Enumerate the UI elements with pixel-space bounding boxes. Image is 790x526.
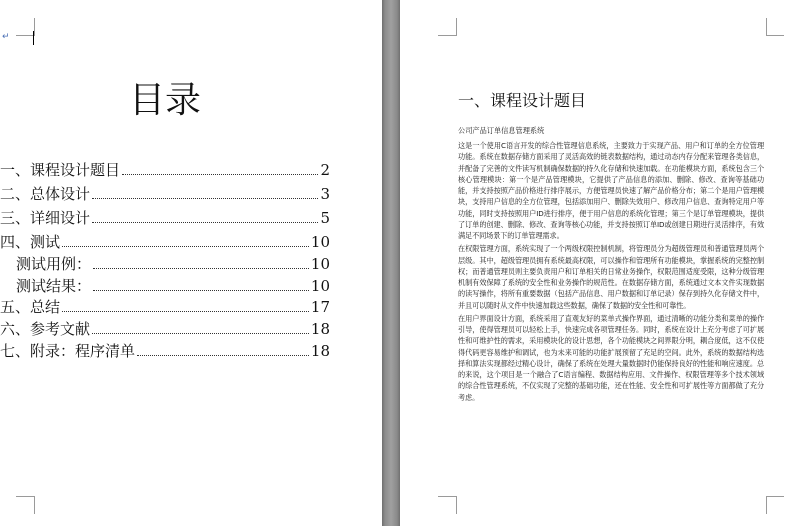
right-page xyxy=(400,0,790,526)
toc-page-number: 5 xyxy=(320,209,330,227)
crop-mark xyxy=(766,18,767,36)
toc-entry[interactable] xyxy=(0,208,330,228)
toc-entry[interactable] xyxy=(0,232,330,252)
toc-entry-label: 一、课程设计题目 xyxy=(0,161,121,179)
toc-entry-label: 二、总体设计 xyxy=(0,185,91,203)
toc-entry[interactable] xyxy=(0,254,330,274)
toc-entry-label: 七、附录：程序清单 xyxy=(0,342,136,360)
toc-page-number: 10 xyxy=(310,255,330,273)
crop-mark xyxy=(766,35,784,36)
toc-page-number: 10 xyxy=(310,277,330,295)
toc-dot-leader xyxy=(92,221,318,223)
toc-entry-label: 测试结果： xyxy=(16,277,92,295)
crop-mark xyxy=(34,18,35,36)
toc-entry[interactable] xyxy=(0,160,330,180)
toc-page-number: 18 xyxy=(310,342,330,360)
toc-dot-leader xyxy=(137,354,309,356)
toc-dot-leader xyxy=(93,289,309,291)
toc-entry[interactable] xyxy=(0,297,330,317)
toc-dot-leader xyxy=(92,197,318,199)
crop-mark xyxy=(766,496,767,514)
toc-page-number: 2 xyxy=(320,161,330,179)
toc-dot-leader xyxy=(93,267,309,269)
crop-mark xyxy=(456,496,457,514)
text-cursor[interactable] xyxy=(33,31,34,45)
body-paragraph: 在用户界面设计方面，系统采用了直观友好的菜单式操作界面，通过清晰的功能分类和菜单的操作引导，使得管理员可以轻松上手，快速完成各项管理任务。同时，系统在设计上充分考虑了可扩展性和可维护性的需求，采用模块化的设计思想，各个功能模块之间界限分明，耦合度低，这不仅使得代码更容易维护和调试，也为未来可能的功能扩展预留了充足的空间。此外，系统的数据结构选择和算法实现都经过精心设计，确保了系统在处理大量数据时仍能保持良好的性能和响应速度。总的来说，这个项目是一个融合了C语言编程、数据结构应用、文件操作、权限管理等多个技术领域的综合性管理系统，不仅实现了完整的基础功能，还在性能、安全性和可扩展性等方面都做了充分考虑。 xyxy=(458,313,764,402)
left-page xyxy=(0,0,382,526)
toc-entry-label: 测试用例： xyxy=(16,255,92,273)
crop-mark xyxy=(766,496,784,497)
toc-entry[interactable] xyxy=(0,276,330,296)
toc-dot-leader xyxy=(62,310,309,312)
crop-mark xyxy=(16,35,34,36)
crop-mark xyxy=(438,35,456,36)
toc-entry[interactable] xyxy=(0,341,330,361)
toc-entry-label: 四、测试 xyxy=(0,233,61,251)
body-paragraph: 在权限管理方面，系统实现了一个两级权限控制机制，将管理员分为超级管理员和普通管理员两个层级。其中，超级管理员拥有系统最高权限，可以操作和管理所有功能模块，掌握系统的完整控制权；而普通管理员则主要负责用户和订单相关的日常业务操作，权限范围适度受限，这种分级管理机制有效保障了系统的安全性和业务操作的规范性。在数据存储方面，系统通过文本文件实现数据的读写操作，将所有重要数据（包括产品信息、用户数据和订单记录）保存到持久化存储文件中，并且可以随时从文件中快速加载这些数据，确保了数据的安全性和可靠性。 xyxy=(458,244,764,310)
toc-entry[interactable] xyxy=(0,184,330,204)
paragraph-anchor-icon: ↵ xyxy=(2,32,10,42)
body-paragraph: 这是一个使用C语言开发的综合性管理信息系统，主要致力于实现产品、用户和订单的全方位管理功能。系统在数据存储方面采用了灵活高效的链表数据结构，通过动态内存分配来管理各类信息，并配备了完善的文件读写机制确保数据的持久化存储和快速加载。在功能模块方面，系统包含三个核心管理模块：第一个是产品管理模块，它提供了产品信息的添加、删除、修改、查询等基础功能，并支持按照产品价格进行排序展示，方便管理员快速了解产品价格分布；第二个是用户管理模块，支持用户信息的全方位管理，包括添加用户、删除失效用户、修改用户信息、查询特定用户等功能，同时支持按照用户ID进行排序，便于用户信息的系统化管理；第三个是订单管理模块，提供了订单的创建、删除、修改、查询等核心功能，并支持按照订单ID或创建日期进行灵活排序，有效满足不同场景下的订单管理需求。 xyxy=(458,141,764,240)
toc-dot-leader xyxy=(62,245,309,247)
toc-page-number: 18 xyxy=(310,320,330,338)
toc-title: 目录 xyxy=(128,80,201,121)
crop-mark xyxy=(456,18,457,36)
crop-mark xyxy=(16,496,34,497)
toc-entry-label: 三、详细设计 xyxy=(0,209,91,227)
chapter-heading: 一、课程设计题目 xyxy=(458,91,587,110)
project-name: 公司产品订单信息管理系统 xyxy=(458,126,545,135)
toc-dot-leader xyxy=(92,332,309,334)
chapter-body xyxy=(458,126,764,405)
crop-mark xyxy=(34,496,35,514)
toc-entry-label: 六、参考文献 xyxy=(0,320,91,338)
page-gutter xyxy=(382,0,400,526)
toc-dot-leader xyxy=(122,173,318,175)
toc-page-number: 3 xyxy=(320,185,330,203)
crop-mark xyxy=(438,496,456,497)
toc-page-number: 17 xyxy=(310,298,330,316)
toc-page-number: 10 xyxy=(310,233,330,251)
toc-entry-label: 五、总结 xyxy=(0,298,61,316)
toc-entry[interactable] xyxy=(0,319,330,339)
